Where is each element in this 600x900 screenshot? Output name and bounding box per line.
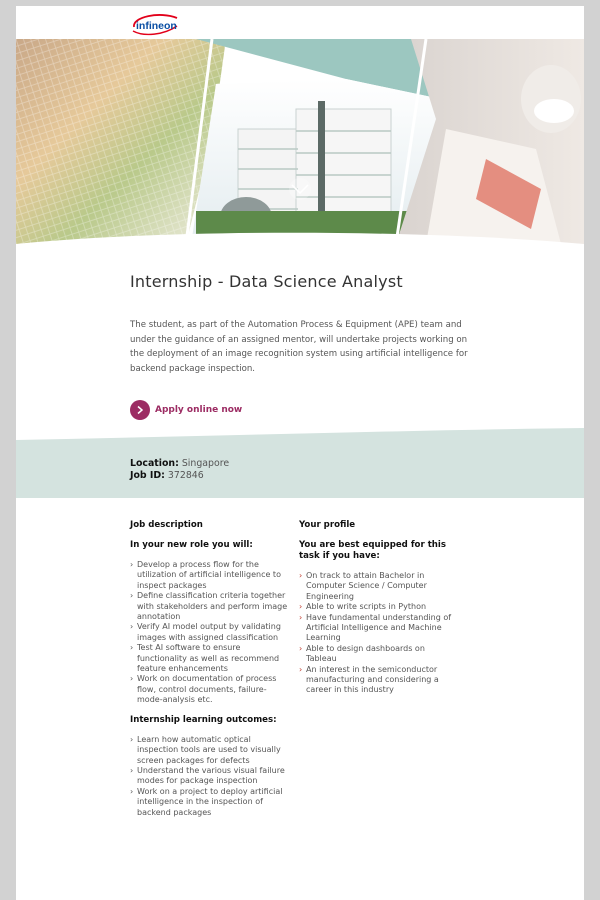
list-item: › Define classification criteria together with stakeholders and perform image annotation <box>130 591 288 622</box>
chevron-down-icon[interactable] <box>289 178 311 200</box>
logo-text: infineon <box>136 20 177 32</box>
role-heading: In your new role you will: <box>130 540 253 550</box>
job-id-label: Job ID: <box>130 470 165 481</box>
apply-label: Apply online now <box>155 405 243 415</box>
list-item: › An interest in the semiconductor manufacturing and considering a career in this industry <box>299 665 457 696</box>
hero-banner <box>16 39 584 244</box>
job-intro: The student, as part of the Automation Process & Equipment (APE) team and under the guidance of an assigned mentor, will undertake projects working on the deployment of an image recognition system using artificial intelligence for backend package inspection. <box>130 320 468 374</box>
list-item: › Have fundamental understanding of Artificial Intelligence and Machine Learning <box>299 613 457 644</box>
info-band <box>16 428 584 498</box>
profile-list <box>299 571 457 696</box>
list-item: › Able to write scripts in Python <box>299 602 457 612</box>
list-item: › Able to design dashboards on Tableau <box>299 644 457 665</box>
list-item: › Develop a process flow for the utilization of artificial intelligence to inspect packages <box>130 560 288 591</box>
profile-heading: Your profile <box>299 520 356 530</box>
list-item: › Work on a project to deploy artificial intelligence in the inspection of backend packages <box>130 787 288 818</box>
job-posting-page <box>16 6 584 900</box>
list-item: › On track to attain Bachelor in Computer Science / Computer Engineering <box>299 571 457 602</box>
apply-online-button[interactable] <box>130 400 242 420</box>
outcomes-list <box>130 735 288 818</box>
list-item: › Understand the various visual failure modes for package inspection <box>130 766 288 787</box>
outcomes-heading: Internship learning outcomes: <box>130 714 277 725</box>
arrow-right-icon <box>130 400 150 420</box>
profile-subheading: You are best equipped for this task if you have: <box>299 540 446 561</box>
list-item: › Work on documentation of process flow, control documents, failure-mode-analysis etc. <box>130 674 288 705</box>
header <box>16 6 584 39</box>
job-description-heading: Job description <box>130 520 203 530</box>
job-title: Internship - Data Science Analyst <box>130 272 403 291</box>
profile-column <box>299 520 457 696</box>
list-item: › Learn how automatic optical inspection tools are used to visually screen packages for defects <box>130 735 288 766</box>
job-id-value: 372846 <box>167 470 204 481</box>
hero-collage <box>16 39 584 244</box>
job-meta <box>130 458 229 482</box>
location-value: Singapore <box>181 458 230 469</box>
job-description-column <box>130 520 288 818</box>
role-list <box>130 560 288 706</box>
list-item: › Verify AI model output by validating images with assigned classification <box>130 622 288 643</box>
location-label: Location: <box>130 458 179 469</box>
infineon-logo[interactable] <box>130 12 180 36</box>
list-item: › Test AI software to ensure functionality as well as recommend feature enhancements <box>130 643 288 674</box>
